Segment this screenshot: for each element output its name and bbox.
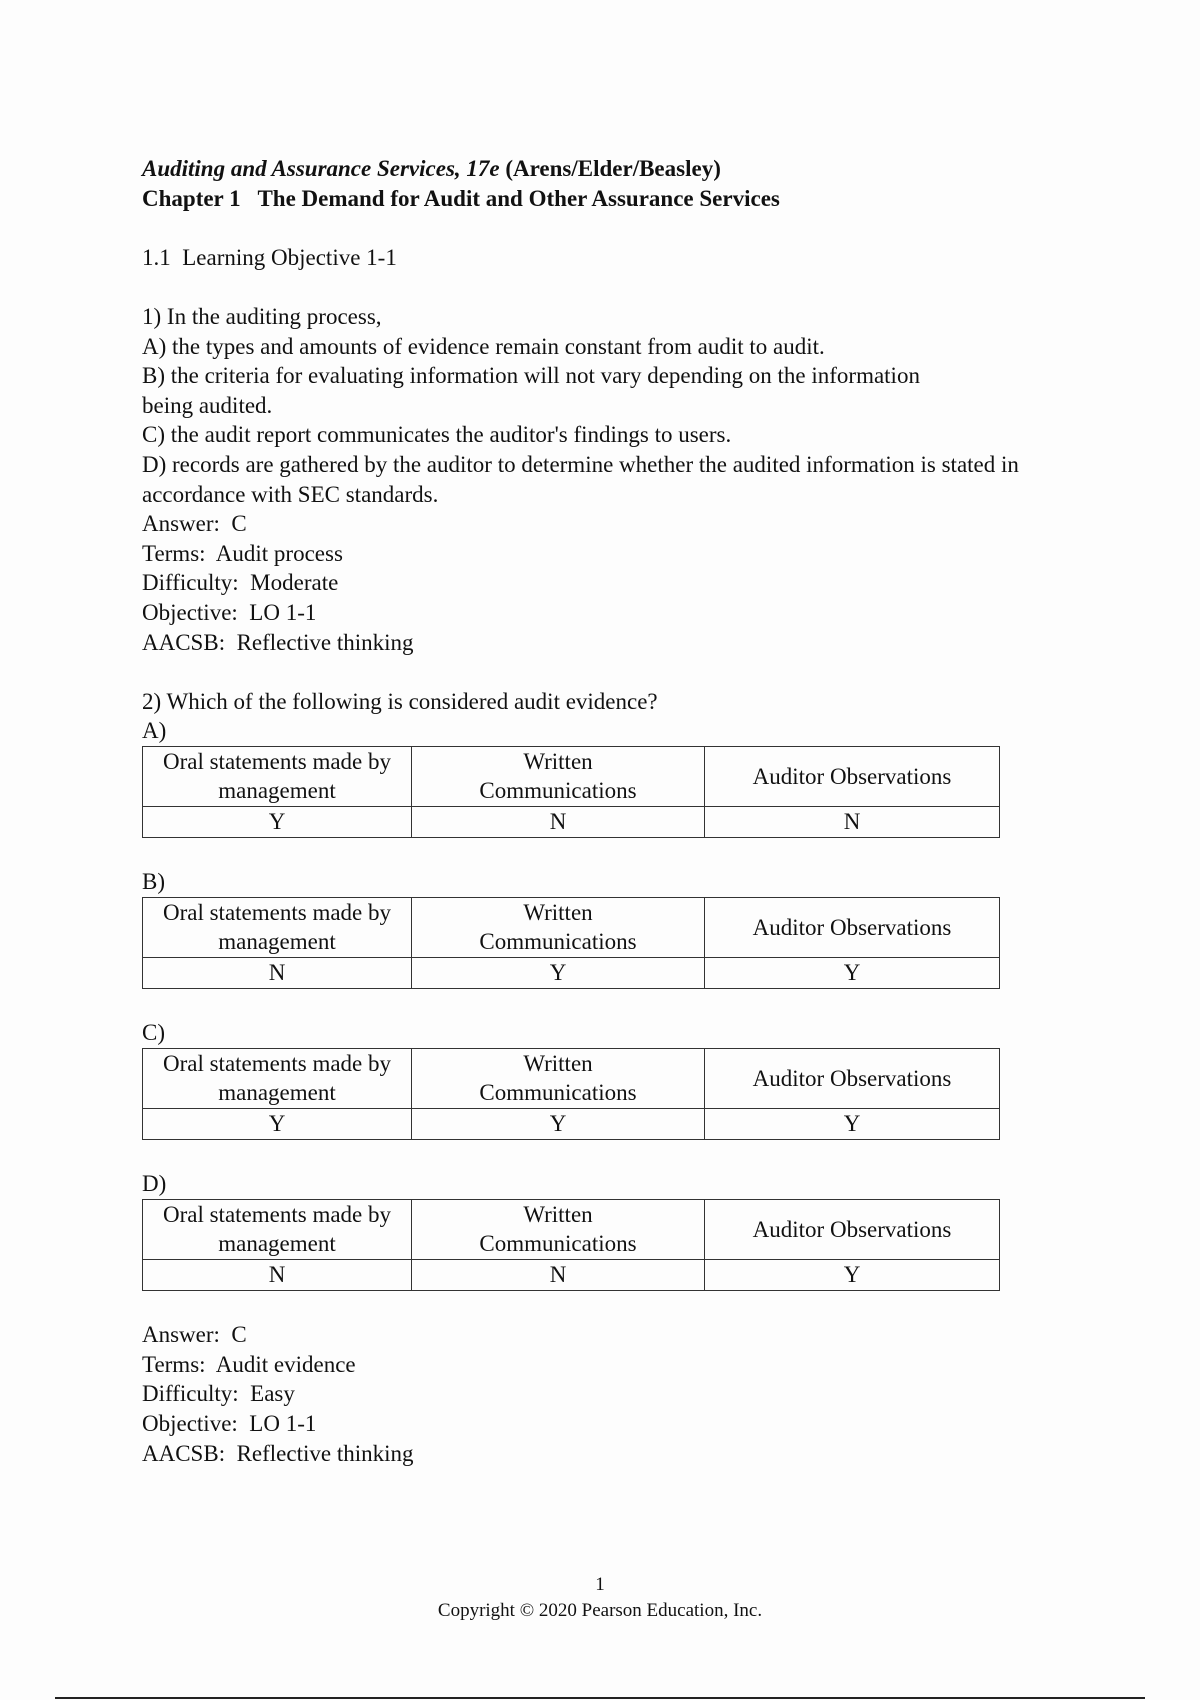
question-2-stem: 2) Which of the following is considered audit evidence? <box>142 688 658 714</box>
question-1-option-b: B) the criteria for evaluating information will not vary depending on the information being audited. <box>142 363 920 418</box>
value-oral-statements: N <box>143 1259 412 1290</box>
question-1-answer: Answer: C <box>142 511 247 537</box>
question-2-aacsb: AACSB: Reflective thinking <box>142 1440 414 1466</box>
question-1 <box>142 302 1062 657</box>
header-oral-statements: Oral statements made by management <box>143 746 412 806</box>
header-oral-statements: Oral statements made by management <box>143 897 412 957</box>
question-1-difficulty: Difficulty: Moderate <box>142 570 339 596</box>
value-written-communications: N <box>412 807 705 838</box>
header-oral-statements: Oral statements made by management <box>143 1048 412 1108</box>
question-1-option-c: C) the audit report communicates the auditor's findings to users. <box>142 422 732 448</box>
page-number: 1 <box>595 1574 605 1595</box>
option-c-label: C) <box>142 1020 165 1046</box>
header-auditor-observations: Auditor Observations <box>705 1048 1000 1108</box>
book-title: Auditing and Assurance Services, 17e <box>142 156 500 181</box>
header-auditor-observations: Auditor Observations <box>705 1199 1000 1259</box>
page-content <box>142 154 1062 1468</box>
question-2 <box>142 687 1062 1468</box>
table-value-row <box>143 1109 1000 1140</box>
value-auditor-observations: Y <box>705 958 1000 989</box>
value-written-communications: N <box>412 1259 705 1290</box>
value-auditor-observations: N <box>705 807 1000 838</box>
section-heading: 1.1 Learning Objective 1-1 <box>142 244 397 270</box>
header-auditor-observations: Auditor Observations <box>705 897 1000 957</box>
question-1-objective: Objective: LO 1-1 <box>142 599 317 625</box>
bottom-divider <box>55 1697 1145 1699</box>
table-value-row <box>143 807 1000 838</box>
option-d-label: D) <box>142 1171 167 1197</box>
question-1-stem: 1) In the auditing process, <box>142 303 382 329</box>
question-2-terms: Terms: Audit evidence <box>142 1351 356 1377</box>
table-header-row <box>143 1199 1000 1259</box>
option-a-label: A) <box>142 718 167 744</box>
header-oral-statements: Oral statements made by management <box>143 1199 412 1259</box>
copyright-notice: Copyright © 2020 Pearson Education, Inc. <box>437 1600 763 1621</box>
value-auditor-observations: Y <box>705 1259 1000 1290</box>
value-written-communications: Y <box>412 1109 705 1140</box>
header-written-communications: Written Communications <box>412 897 705 957</box>
table-header-row <box>143 746 1000 806</box>
question-1-terms: Terms: Audit process <box>142 540 343 566</box>
value-written-communications: Y <box>412 958 705 989</box>
question-2-answer: Answer: C <box>142 1322 247 1348</box>
header-written-communications: Written Communications <box>412 1199 705 1259</box>
book-header <box>142 154 1062 184</box>
option-a-table <box>142 746 1000 838</box>
header-auditor-observations: Auditor Observations <box>705 746 1000 806</box>
table-header-row <box>143 897 1000 957</box>
table-value-row <box>143 958 1000 989</box>
value-oral-statements: Y <box>143 1109 412 1140</box>
value-oral-statements: N <box>143 958 412 989</box>
option-d-table <box>142 1199 1000 1291</box>
chapter-title: Chapter 1 The Demand for Audit and Other Assurance Services <box>142 185 780 211</box>
header-written-communications: Written Communications <box>412 746 705 806</box>
question-2-objective: Objective: LO 1-1 <box>142 1410 317 1436</box>
option-b-table <box>142 897 1000 989</box>
header-written-communications: Written Communications <box>412 1048 705 1108</box>
value-oral-statements: Y <box>143 807 412 838</box>
option-b-label: B) <box>142 869 165 895</box>
value-auditor-observations: Y <box>705 1109 1000 1140</box>
question-1-option-a: A) the types and amounts of evidence remain constant from audit to audit. <box>142 333 825 359</box>
question-1-aacsb: AACSB: Reflective thinking <box>142 629 414 655</box>
table-value-row <box>143 1259 1000 1290</box>
option-c-table <box>142 1048 1000 1140</box>
book-authors: (Arens/Elder/Beasley) <box>505 156 721 181</box>
question-1-option-d: D) records are gathered by the auditor to determine whether the audited information is stated in accordance with SEC standards. <box>142 451 1019 507</box>
table-header-row <box>143 1048 1000 1108</box>
question-2-difficulty: Difficulty: Easy <box>142 1381 295 1407</box>
